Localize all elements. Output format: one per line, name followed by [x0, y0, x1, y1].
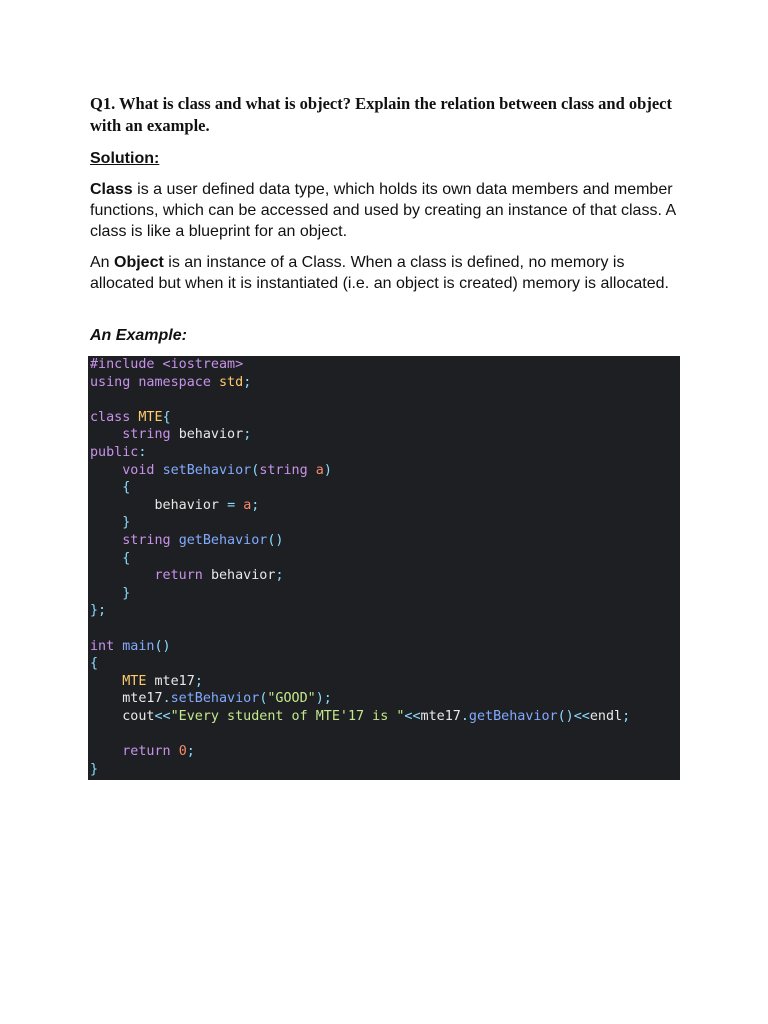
code-token: class	[90, 409, 139, 425]
code-line	[90, 497, 680, 515]
code-token: {	[162, 409, 171, 425]
code-line	[90, 550, 680, 568]
code-token: }	[122, 515, 131, 531]
code-token: endl	[589, 708, 623, 724]
code-token: return	[122, 744, 179, 760]
code-token	[90, 551, 122, 566]
code-line	[90, 620, 680, 638]
object-definition-text: is an instance of a Class. When a class is defined, no memory is allocated but when it is instantiated (i.e. an object is created) memory is allocated.	[90, 254, 669, 292]
code-line	[90, 638, 680, 656]
code-token: {	[122, 550, 131, 566]
code-token	[90, 744, 122, 759]
code-token: setBehavior	[162, 462, 252, 478]
code-token: behavior	[178, 427, 244, 443]
code-line	[90, 602, 680, 620]
class-definition-paragraph	[90, 179, 680, 242]
class-term: Class	[90, 181, 133, 198]
code-line	[90, 479, 680, 497]
solution-heading: Solution:	[90, 150, 160, 167]
code-line	[90, 690, 680, 708]
code-token	[90, 463, 122, 478]
code-token: string	[259, 462, 316, 478]
code-token	[90, 568, 155, 583]
code-token	[90, 586, 122, 601]
code-token: a	[315, 462, 324, 478]
code-token: a	[243, 497, 252, 513]
code-token: )	[323, 462, 332, 478]
object-term: Object	[114, 254, 164, 271]
code-token: (	[251, 462, 260, 478]
code-token: MTE	[122, 673, 155, 689]
code-line	[90, 444, 680, 462]
code-token: getBehavior	[468, 708, 558, 724]
code-line	[90, 426, 680, 444]
code-token: ;	[275, 568, 284, 584]
code-token: #include <iostream>	[90, 357, 244, 372]
code-token: return	[154, 568, 211, 584]
code-token: ()	[267, 532, 284, 548]
code-token: };	[90, 603, 107, 619]
code-token: int	[90, 638, 123, 654]
code-line	[90, 655, 680, 673]
code-line	[90, 356, 680, 374]
code-token: ;	[243, 374, 252, 390]
code-token: {	[90, 656, 99, 672]
code-line	[90, 743, 680, 761]
code-token: "GOOD"	[267, 691, 316, 707]
code-line	[90, 585, 680, 603]
code-token: ;	[251, 497, 260, 513]
class-definition-text: is a user defined data type, which holds its own data members and member functions, which can be accessed and used by creating an instance of that class. A class is like a blueprint for an object.	[90, 181, 676, 240]
code-token: void	[122, 462, 163, 478]
code-token: string	[122, 532, 179, 548]
question-heading: Q1. What is class and what is object? Explain the relation between class and object with an example.	[90, 94, 672, 135]
code-token: mte17	[90, 691, 163, 707]
code-line	[90, 532, 680, 550]
code-token: "Every student of MTE'17 is "	[170, 708, 405, 724]
code-token: .	[162, 691, 171, 707]
code-token: ()	[154, 638, 171, 654]
object-definition-paragraph	[90, 252, 680, 294]
code-line	[90, 514, 680, 532]
code-token	[90, 515, 122, 530]
code-listing	[88, 356, 680, 778]
code-token: behavior	[90, 497, 228, 513]
code-token: 0	[178, 744, 187, 760]
code-token: <<	[404, 708, 421, 724]
code-line	[90, 725, 680, 743]
code-token: public	[90, 444, 139, 460]
code-token: main	[122, 638, 155, 654]
code-line	[90, 462, 680, 480]
object-lead-text: An	[90, 254, 115, 271]
code-token: cout	[90, 708, 155, 724]
code-token: ;	[622, 708, 631, 724]
code-token: ;	[194, 673, 203, 689]
code-line	[90, 391, 680, 409]
code-token: ;	[186, 744, 195, 760]
code-token: .	[460, 708, 469, 724]
code-token	[90, 427, 122, 442]
code-line	[90, 374, 680, 392]
code-token: (	[259, 691, 268, 707]
code-token: ()<<	[557, 708, 590, 724]
code-line	[90, 673, 680, 691]
code-token: setBehavior	[170, 691, 260, 707]
code-token: <<	[154, 708, 171, 724]
code-line	[90, 761, 680, 779]
code-token: MTE	[138, 409, 163, 425]
code-token: );	[315, 691, 332, 707]
code-token: :	[138, 444, 147, 460]
code-token	[90, 674, 122, 689]
code-token: }	[90, 761, 99, 777]
code-line	[90, 708, 680, 726]
code-token	[90, 480, 122, 495]
code-token: getBehavior	[178, 532, 268, 548]
code-line	[90, 567, 680, 585]
code-token: {	[122, 480, 131, 496]
code-token: mte17	[154, 673, 195, 689]
code-token: =	[227, 497, 244, 513]
code-line	[90, 409, 680, 427]
code-block	[88, 356, 680, 780]
code-token	[90, 533, 122, 548]
code-token: mte17	[420, 708, 461, 724]
code-token: string	[122, 427, 179, 443]
code-token: std	[219, 374, 244, 390]
example-heading: An Example:	[90, 327, 187, 344]
code-token: }	[122, 585, 131, 601]
code-token: ;	[243, 427, 252, 443]
code-token: using namespace	[90, 374, 219, 390]
code-token: behavior	[210, 568, 276, 584]
